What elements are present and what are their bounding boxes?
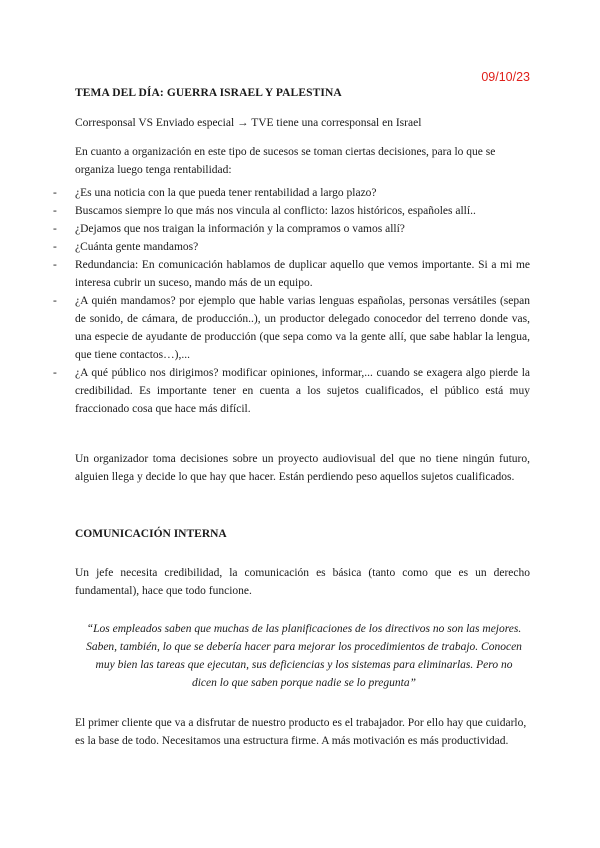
list-item-text: ¿Es una noticia con la que pueda tener rentabilidad a largo plazo?: [75, 187, 377, 199]
list-item-text: Redundancia: En comunicación hablamos de duplicar aquello que vemos importante. Si a mi me interesa cubrir un suceso, mando más de un equipo.: [75, 259, 530, 289]
bullet-dash: -: [53, 187, 57, 199]
organizer-paragraph: Un organizador toma decisiones sobre un proyecto audiovisual del que no tiene ningún futuro, alguien llega y decide lo que hay que hacer. Están perdiendo peso aquellos sujetos cualificados.: [75, 453, 530, 483]
bullet-dash: -: [53, 259, 57, 271]
employee-quote: “Los empleados saben que muchas de las planificaciones de los directivos no son las mejores. Saben, también, lo que se debería hacer para mejorar los procedimientos de trabajo. Conocen muy bien las tareas que ejecutan, sus deficiencias y los sistemas para eliminarlas. Pero no dicen lo que saben porque nadie se lo pregunta”: [86, 623, 522, 689]
list-item-text: ¿A quién mandamos? por ejemplo que hable varias lenguas españolas, personas versátiles (sepan de sonido, de cámara, de producción..), un productor delegado conocedor del terreno donde vas, una especie de ayudante de producción (que sepa como va la gente allí, que sabe hablar la lengua, que tiene contactos…),...: [75, 295, 530, 361]
intro-paragraph: En cuanto a organización en este tipo de sucesos se toman ciertas decisiones, para lo que se organiza luego tenga rentabilidad:: [75, 146, 496, 176]
list-item: [0, 292, 530, 364]
internal-paragraph-2: El primer cliente que va a disfrutar de nuestro producto es el trabajador. Por ello hay que cuidarlo, es la base de todo. Necesitamos una estructura firme. A más motivación es más productividad.: [75, 717, 527, 747]
correspondent-line: Corresponsal VS Enviado especial → TVE tiene una corresponsal en Israel: [75, 117, 422, 129]
list-item: [0, 364, 530, 418]
list-item: [0, 238, 530, 256]
list-item: [0, 256, 530, 292]
list-item-text: Buscamos siempre lo que más nos vincula al conflicto: lazos históricos, españoles allí..: [75, 205, 476, 217]
list-item: [0, 184, 530, 202]
bullet-dash: -: [53, 205, 57, 217]
internal-paragraph-1: Un jefe necesita credibilidad, la comunicación es básica (tanto como que es un derecho fundamental), hace que todo funcione.: [75, 567, 530, 597]
bullet-dash: -: [53, 295, 57, 307]
date-stamp: 09/10/23: [481, 70, 530, 84]
section-heading: COMUNICACIÓN INTERNA: [75, 528, 227, 540]
list-item: [0, 202, 530, 220]
list-item-text: ¿Cuánta gente mandamos?: [75, 241, 199, 253]
list-item-text: ¿A qué público nos dirigimos? modificar opiniones, informar,... cuando se exagera algo pierde la credibilidad. Es importante tener en cuenta a los sujetos cualificados, el público está muy fraccionado cosa que hace más difícil.: [75, 367, 530, 415]
bullet-dash: -: [53, 367, 57, 379]
decision-list: [0, 184, 530, 418]
list-item: [0, 220, 530, 238]
list-item-text: ¿Dejamos que nos traigan la información y la compramos o vamos allí?: [75, 223, 405, 235]
page-title: TEMA DEL DÍA: GUERRA ISRAEL Y PALESTINA: [75, 87, 342, 99]
bullet-dash: -: [53, 223, 57, 235]
bullet-dash: -: [53, 241, 57, 253]
